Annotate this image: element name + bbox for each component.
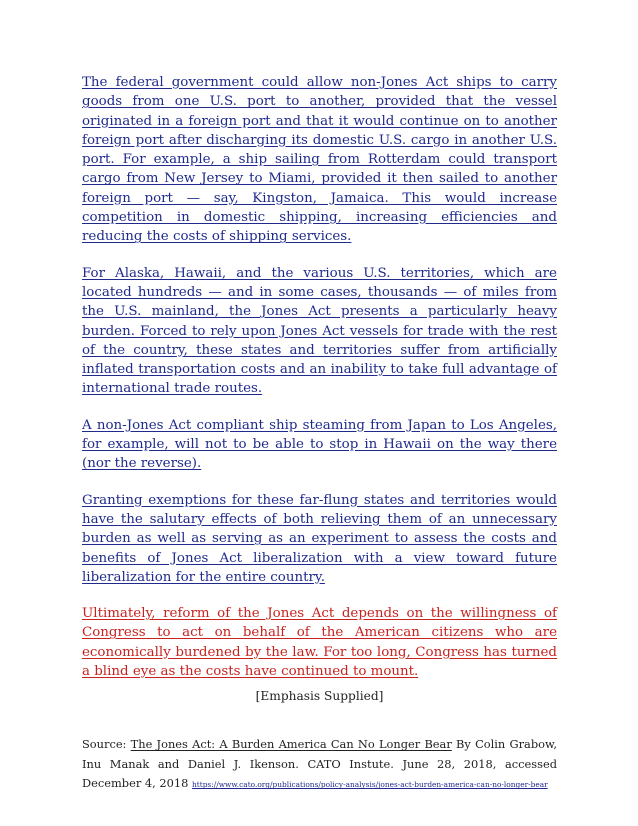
source-url-link[interactable]: https://www.cato.org/publications/policy-analysis/jones-act-burden-america-can-no-longer-bear <box>192 780 548 790</box>
source-title: The Jones Act: A Burden America Can No Longer Bear <box>130 737 452 752</box>
source-byline: By Colin Grabow, Inu Manak and Daniel J. Ikenson. CATO Instute. June 28, 2018, accessed December 4, 2018 <box>82 737 557 791</box>
paragraph-congress-reform: Ultimately, reform of the Jones Act depends on the willingness of Congress to act on behalf of the American citizens who are economically burdened by the law. For too long, Congress has turned a blind eye as the costs have continued to mount. <box>82 606 557 680</box>
document-page <box>82 73 557 795</box>
source-label: Source: <box>82 737 131 752</box>
paragraph-hawaii-example: A non-Jones Act compliant ship steaming from Japan to Los Angeles, for example, will not to be able to stop in Hawaii on the way there (nor the reverse). <box>82 417 557 472</box>
paragraph-noncontiguous-burden: For Alaska, Hawaii, and the various U.S. territories, which are located hundreds — and in some cases, thousands — of miles from the U.S. mainland, the Jones Act presents a particularly heavy burden. Forced to rely upon Jones Act vessels for trade with the rest of the country, these states and territories suffer from artificially inflated transportation costs and an inability to take full advantage of international trade routes. <box>82 265 557 397</box>
paragraph-cross-trade: The federal government could allow non-Jones Act ships to carry goods from one U.S. port to another, provided that the vessel originated in a foreign port and that it would continue on to another foreign port after discharging its domestic U.S. cargo in another U.S. port. For example, a ship sailing from Rotterdam could transport cargo from New Jersey to Miami, provided it then sailed to another foreign port — say, Kingston, Jamaica. This would increase competition in domestic shipping, increasing efficiencies and reducing the costs of shipping services. <box>82 75 557 245</box>
paragraph-exemptions: Granting exemptions for these far-flung states and territories would have the salutary effects of both relieving them of an unnecessary burden as well as serving as an experiment to assess the costs and benefits of Jones Act liberalization with a view toward future liberalization for the entire country. <box>82 492 557 585</box>
source-citation <box>82 735 557 795</box>
emphasis-supplied-note: [Emphasis Supplied] <box>255 689 384 704</box>
